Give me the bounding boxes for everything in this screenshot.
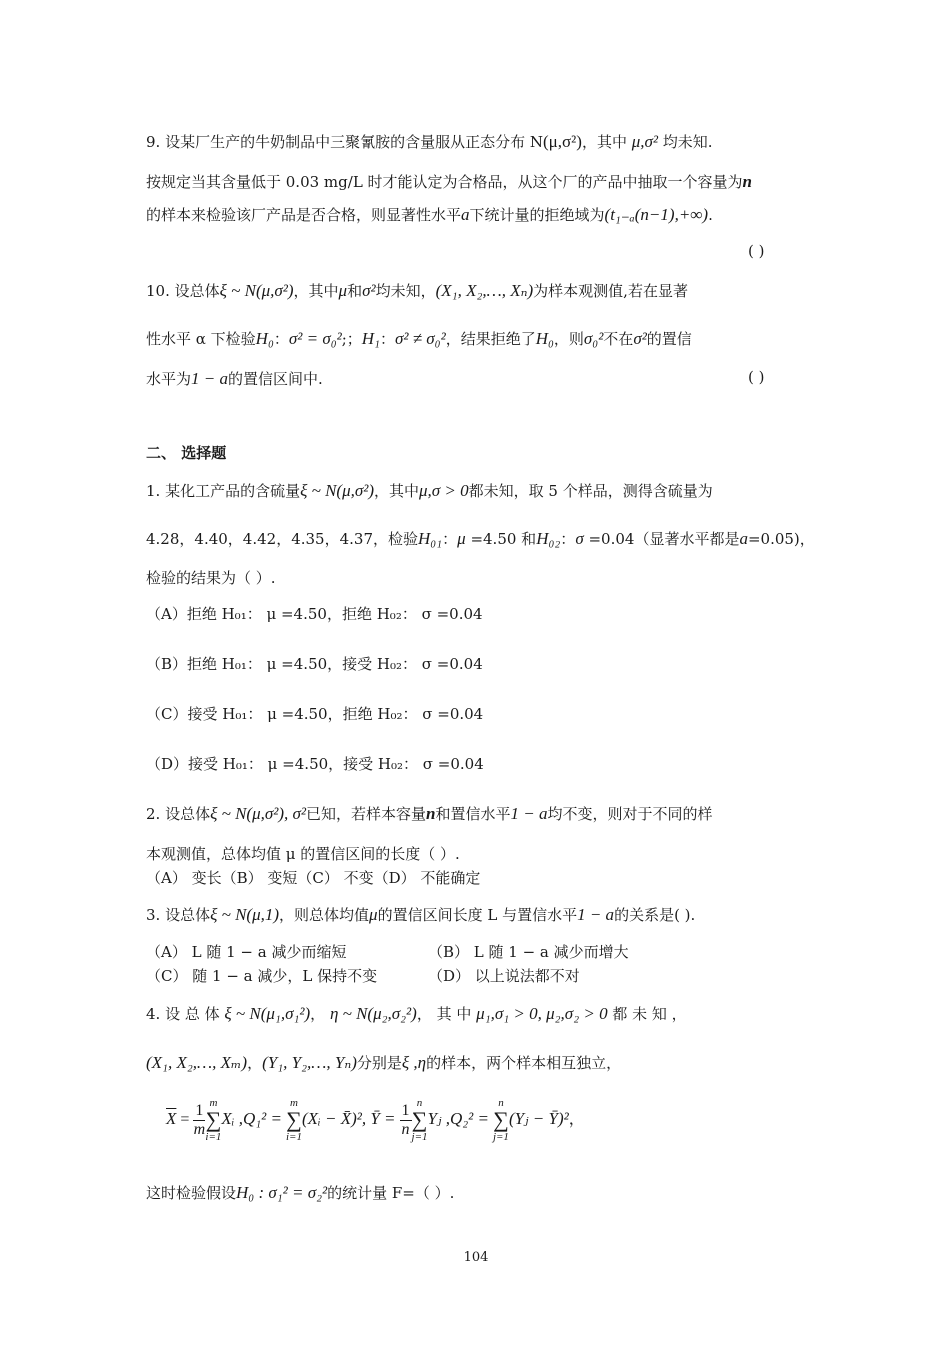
section-heading: 二、 选择题: [146, 444, 227, 462]
q10-line-1: 10. 设总体ξ ~ N(μ,σ²)，其中μ和σ²均未知，(X₁, X₂,…, Xₙ)为样本观测值,若在显著: [146, 281, 688, 300]
c1-option-b: （B）拒绝 H₀₁： μ =4.50，接受 H₀₂： σ =0.04: [146, 655, 483, 673]
c1-option-a: （A）拒绝 H₀₁： μ =4.50，拒绝 H₀₂： σ =0.04: [146, 605, 483, 623]
c1-line-3: 检验的结果为（ ）.: [146, 569, 276, 587]
c2-line-1: 2. 设总体ξ ~ N(μ,σ²), σ²已知，若样本容量n和置信水平1 − a均不变，则对于不同的样: [146, 804, 713, 823]
q10-answer-bracket: ( ): [748, 368, 765, 386]
c4-line-3: 这时检验假设H₀ : σ₁² = σ₂²的统计量 F=（ ）.: [146, 1183, 455, 1202]
sum-symbol-3: n ∑ j=1: [411, 1097, 428, 1144]
fraction-1-over-m: $\frac{1}{m}$: [193, 1101, 206, 1138]
c1-option-c: （C）接受 H₀₁： μ =4.50，拒绝 H₀₂： σ =0.04: [146, 705, 484, 723]
c3-option-a: （A） L 随 1 − a 减少而缩短: [146, 943, 347, 961]
c1-line-2: 4.28，4.40，4.42，4.35，4.37，检验H₀₁：μ =4.50 和H₀₂：σ =0.04（显著水平都是a=0.05)，: [146, 529, 815, 548]
sum-symbol-1: m ∑ i=1: [205, 1097, 222, 1144]
q9-line-1: 9. 设某厂生产的牛奶制品中三聚氰胺的含量服从正态分布 N(μ,σ²)，其中 μ,σ² 均未知.: [146, 132, 713, 151]
c4-line-2: (X₁, X₂,…, Xₘ)，(Y₁, Y₂,…, Yₙ)分别是ξ ,η的样本，两个样本相互独立，: [146, 1053, 622, 1072]
c2-line-2: 本观测值，总体均值 μ 的置信区间的长度（ ）.: [146, 845, 460, 863]
q10-line-3: 水平为1 − a的置信区间中.: [146, 369, 323, 388]
c2-options: （A） 变长（B） 变短（C） 不变（D） 不能确定: [146, 869, 481, 887]
c4-formula: $\overline{X}$ = $\frac{1}{m}$ m ∑ i=1 Xᵢ ,Q₁² = m ∑ i=1 (Xᵢ − X̄)², Ȳ = $\frac{1}{n}$ n ∑ j=1 Yⱼ ,Q₂² = n ∑ j=1 (Yⱼ − Ȳ)²，: [166, 1097, 585, 1144]
q10-line-2: 性水平 α 下检验H₀：σ² = σ₀²;；H₁：σ² ≠ σ₀²，结果拒绝了H₀，则σ₀²不在σ²的置信: [146, 329, 692, 348]
q9-answer-bracket: ( ): [748, 242, 765, 260]
q9-line-2: 按规定当其含量低于 0.03 mg/L 时才能认定为合格品，从这个厂的产品中抽取一个容量为n: [146, 172, 753, 191]
c3-option-c: （C） 随 1 − a 减少，L 保持不变: [146, 967, 378, 985]
q9-line-3: 的样本来检验该厂产品是否合格，则显著性水平a下统计量的拒绝域为(t₁₋ₐ(n−1),+∞).: [146, 205, 713, 224]
c1-option-d: （D）接受 H₀₁： μ =4.50，接受 H₀₂： σ =0.04: [146, 755, 484, 773]
sum-symbol-2: m ∑ i=1: [286, 1097, 302, 1144]
page-number: 104: [463, 1250, 489, 1265]
c3-option-d: （D） 以上说法都不对: [428, 967, 580, 985]
c4-line-1: 4. 设 总 体 ξ ~ N(μ₁,σ₁²)， η ~ N(μ₂,σ₂²)， 其 中 μ₁,σ₁ > 0, μ₂,σ₂ > 0 都 未 知 ，: [146, 1004, 687, 1023]
c3-option-b: （B） L 随 1 − a 减少而增大: [428, 943, 629, 961]
fraction-1-over-n: $\frac{1}{n}$: [401, 1101, 410, 1138]
c1-line-1: 1. 某化工产品的含硫量ξ ~ N(μ,σ²)，其中μ,σ > 0都未知，取 5 个样品，测得含硫量为: [146, 481, 713, 500]
c3-line-1: 3. 设总体ξ ~ N(μ,1)，则总体均值μ的置信区间长度 L 与置信水平1 − a的关系是( ).: [146, 905, 696, 924]
sum-symbol-4: n ∑ j=1: [492, 1097, 509, 1144]
